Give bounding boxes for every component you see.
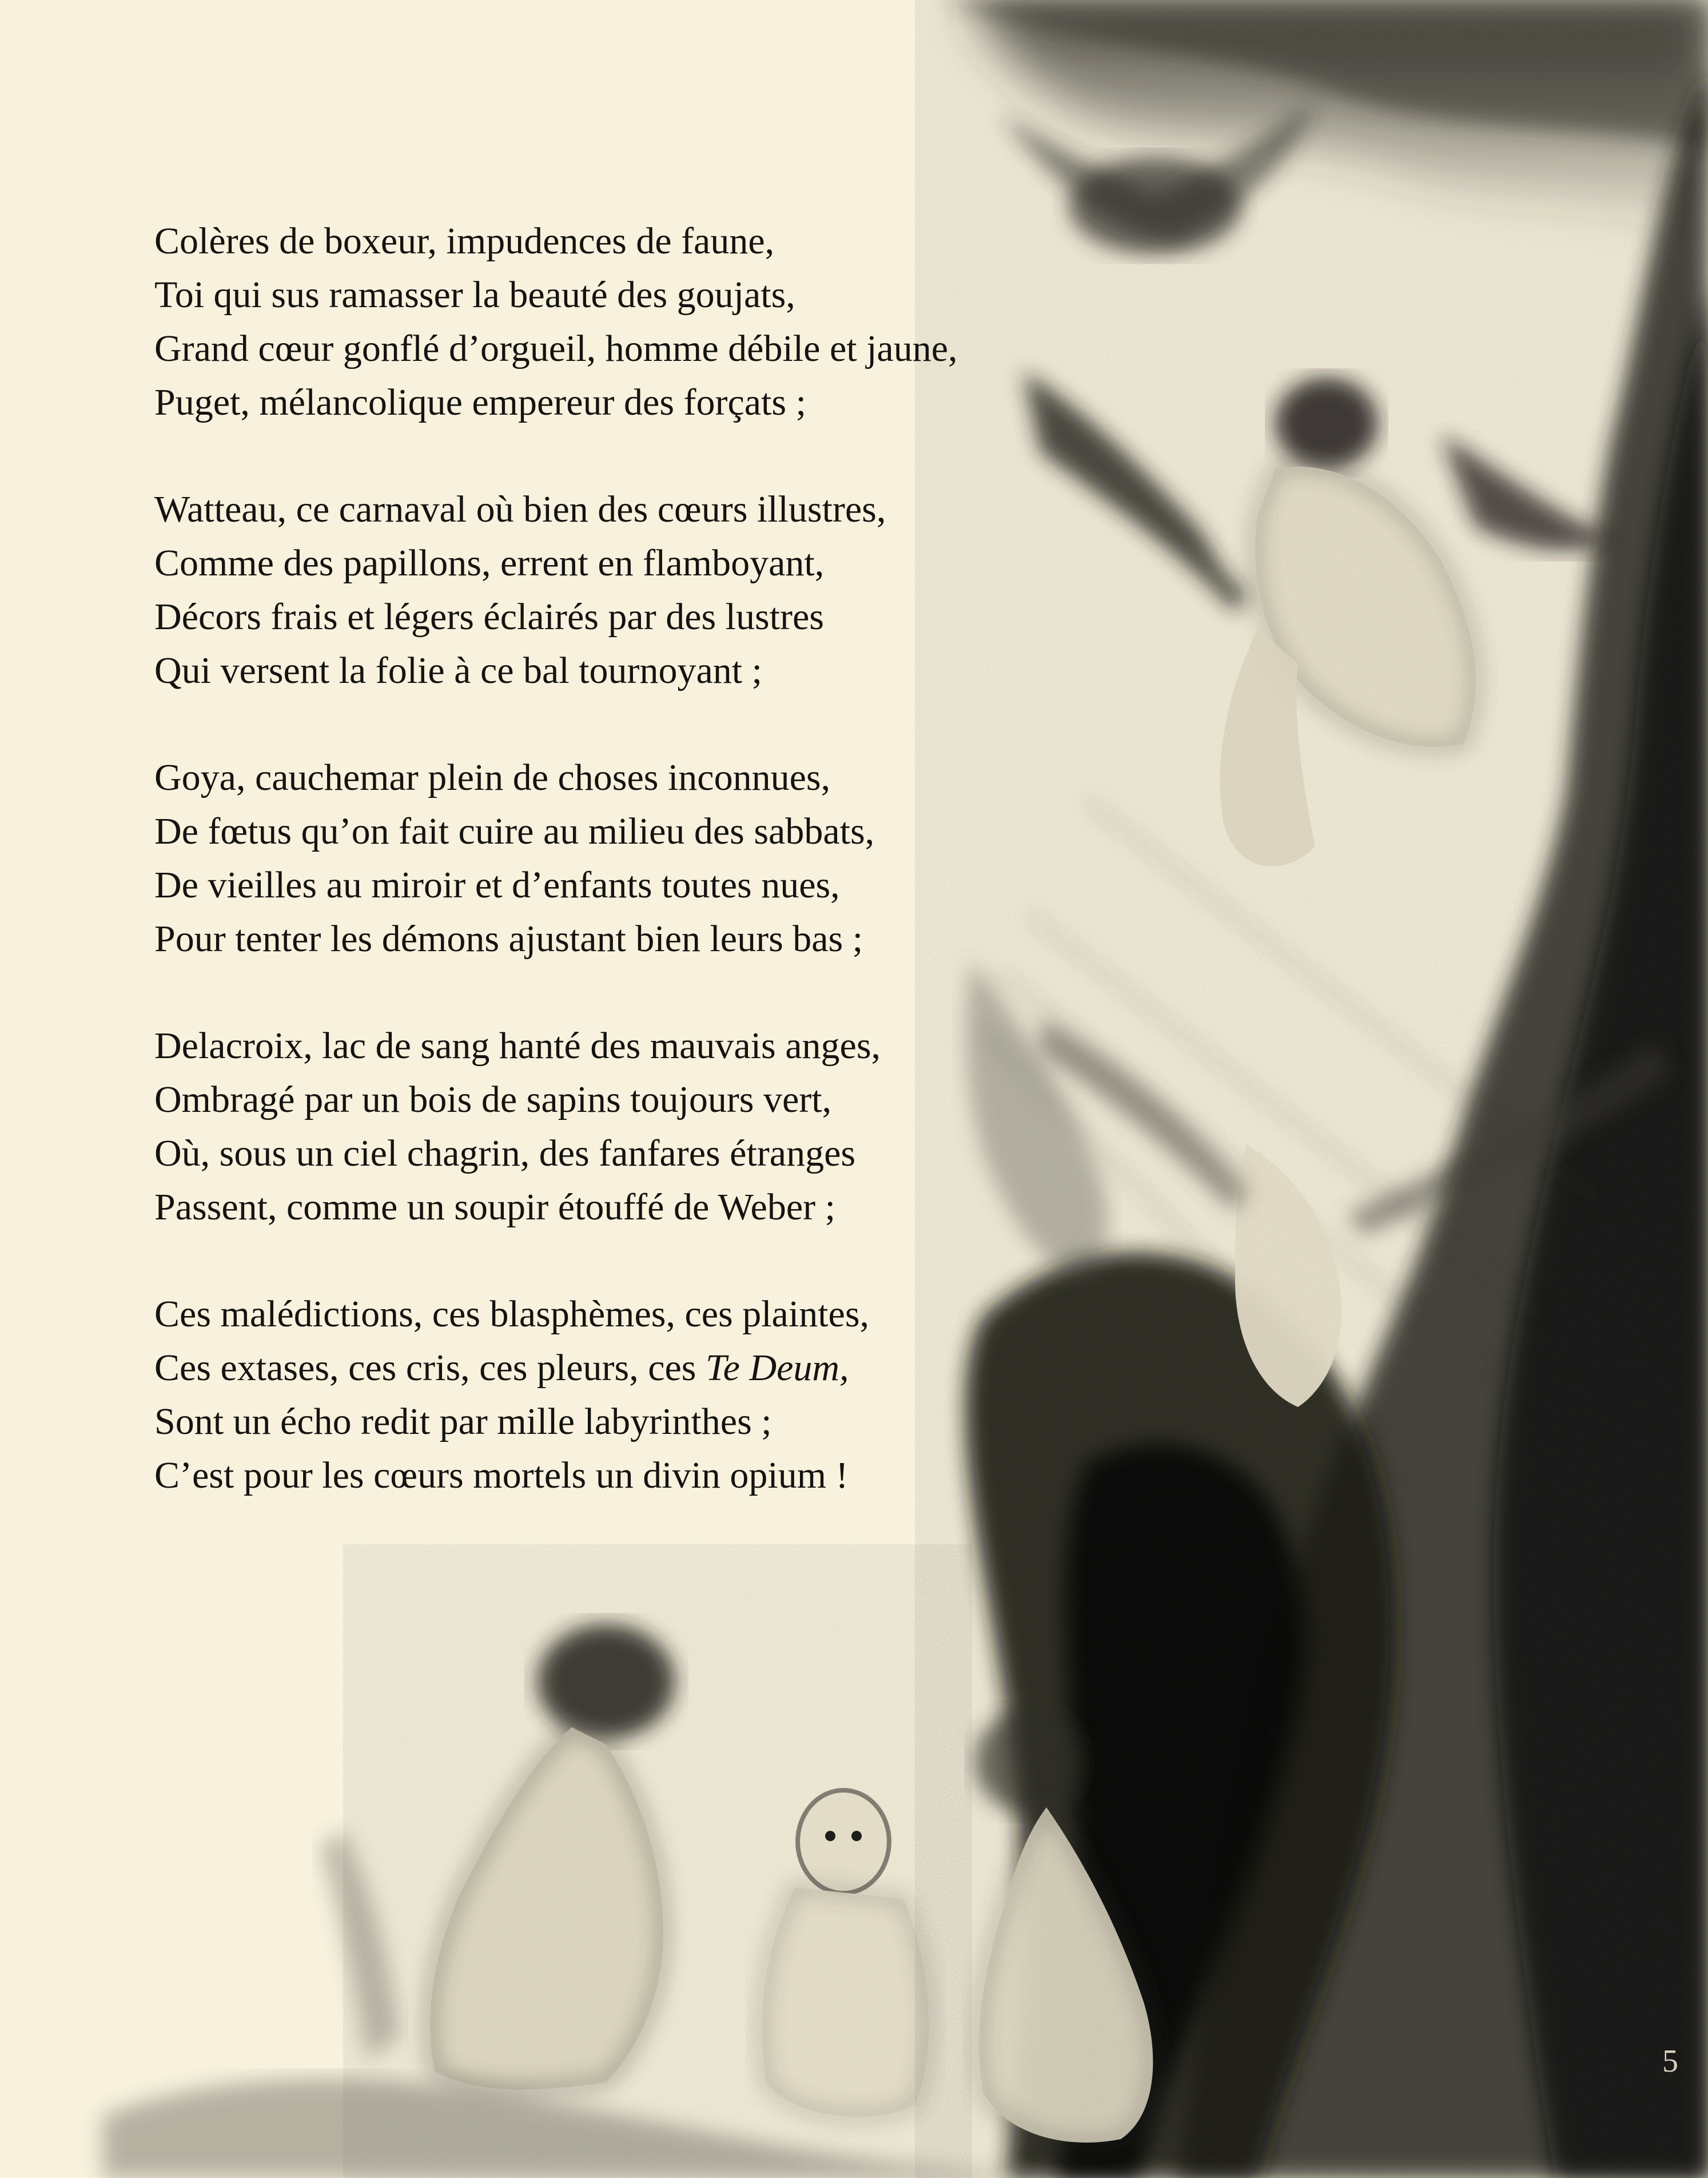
italic-phrase: Te Deum, — [706, 1347, 849, 1389]
verse-line: Décors frais et légers éclairés par des lustres — [154, 596, 824, 638]
verse-line: Grand cœur gonflé d’orgueil, homme débile et jaune, — [154, 328, 958, 369]
verse-line: De fœtus qu’on fait cuire au milieu des sabbats, — [154, 810, 875, 852]
verse-line: Qui versent la folie à ce bal tournoyant ; — [154, 650, 762, 691]
stanza — [154, 214, 1098, 430]
verse-line: Passent, comme un soupir étouffé de Weber ; — [154, 1186, 835, 1228]
verse-line: Goya, cauchemar plein de choses inconnues, — [154, 757, 831, 798]
stanza — [154, 751, 1098, 966]
verse-line: Ces malédictions, ces blasphèmes, ces plaintes, — [154, 1293, 870, 1335]
verse-line: C’est pour les cœurs mortels un divin opium ! — [154, 1454, 849, 1496]
verse-line: Où, sous un ciel chagrin, des fanfares étranges — [154, 1132, 856, 1174]
verse-line-start: Ces extases, ces cris, ces pleurs, ces — [154, 1347, 706, 1389]
verse-line — [154, 1341, 1098, 1395]
verse-line: Puget, mélancolique empereur des forçats ; — [154, 381, 806, 423]
verse-line: Comme des papillons, errent en flamboyant, — [154, 542, 825, 584]
stanza — [154, 1287, 1098, 1503]
verse-line: Pour tenter les démons ajustant bien leurs bas ; — [154, 918, 863, 960]
verse-line: Watteau, ce carnaval où bien des cœurs illustres, — [154, 488, 886, 530]
stanza — [154, 483, 1098, 698]
stanza — [154, 1019, 1098, 1234]
verse-line: Delacroix, lac de sang hanté des mauvais anges, — [154, 1025, 881, 1067]
verse-line: Ombragé par un bois de sapins toujours vert, — [154, 1079, 832, 1120]
verse-line: Colères de boxeur, impudences de faune, — [154, 220, 775, 262]
poem-text — [154, 214, 1098, 1556]
page-number: 5 — [1662, 2044, 1678, 2079]
verse-line: De vieilles au miroir et d’enfants toutes nues, — [154, 864, 840, 906]
verse-line: Toi qui sus ramasser la beauté des goujats, — [154, 274, 795, 316]
verse-line: Sont un écho redit par mille labyrinthes ; — [154, 1401, 772, 1442]
